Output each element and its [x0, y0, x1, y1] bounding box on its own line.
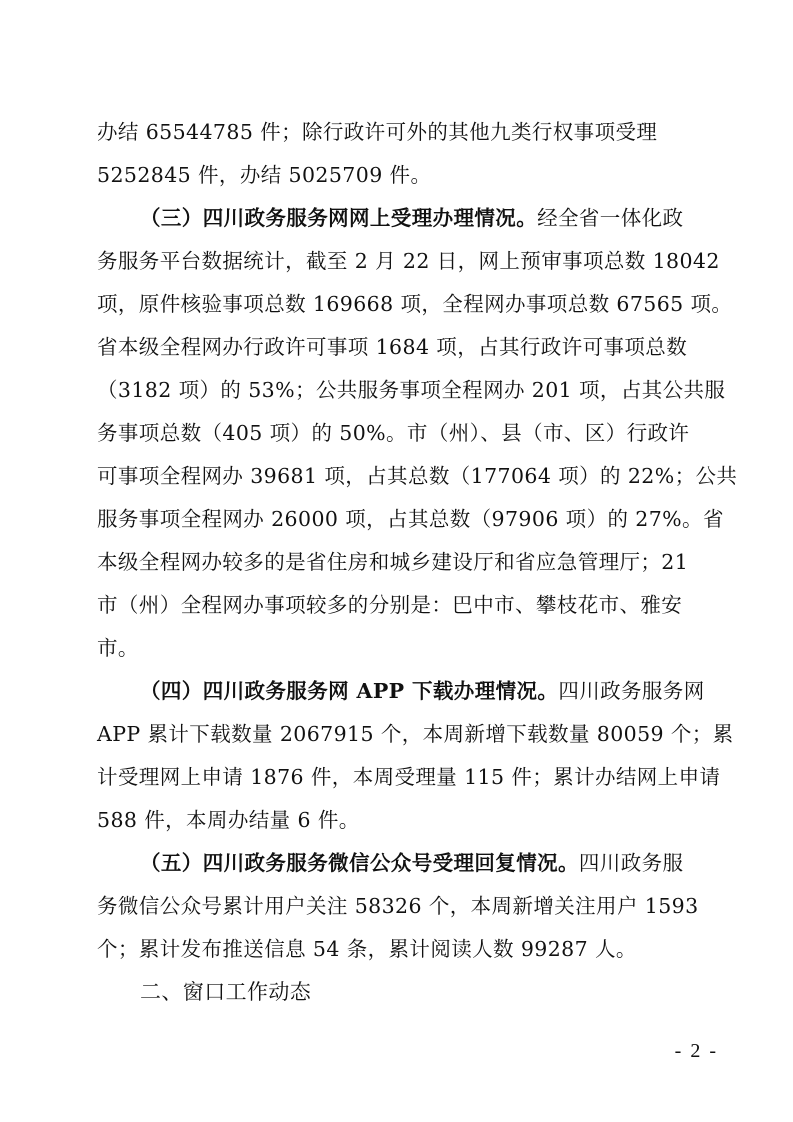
paragraph-line: [140, 849, 683, 877]
section-4-heading: （四）四川政务服务网 APP 下载办理情况。: [140, 679, 559, 703]
paragraph-line: [140, 677, 705, 705]
paragraph-line: 省本级全程网办行政许可事项 1684 项，占其行政许可事项总数: [97, 335, 688, 359]
paragraph-line: 务微信公众号累计用户关注 58326 个，本周新增关注用户 1593: [97, 894, 699, 918]
paragraph-line: APP 累计下载数量 2067915 个，本周新增下载数量 80059 个；累: [97, 722, 734, 746]
paragraph-line: 个；累计发布推送信息 54 条，累计阅读人数 99287 人。: [97, 937, 637, 961]
paragraph-line: （3182 项）的 53%；公共服务事项全程网办 201 项，占其公共服: [97, 378, 726, 402]
paragraph-line: 服务事项全程网办 26000 项，占其总数（97906 项）的 27%。省: [97, 507, 724, 531]
paragraph-line: 项，原件核验事项总数 169668 项，全程网办事项总数 67565 项。: [97, 292, 733, 316]
paragraph-line: 本级全程网办较多的是省住房和城乡建设厅和省应急管理厅；21: [97, 550, 689, 574]
paragraph-line: 市。: [97, 636, 139, 660]
paragraph-line: 市（州）全程网办事项较多的分别是：巴中市、攀枝花市、雅安: [97, 593, 683, 617]
section-5-heading: （五）四川政务服务微信公众号受理回复情况。: [140, 851, 579, 875]
page-number: - 2 -: [674, 1040, 718, 1062]
paragraph-line: 务事项总数（405 项）的 50%。市（州）、县（市、区）行政许: [97, 421, 690, 445]
paragraph-line: 可事项全程网办 39681 项，占其总数（177064 项）的 22%；公共: [97, 464, 738, 488]
paragraph-line: 办结 65544785 件；除行政许可外的其他九类行权事项受理: [97, 120, 658, 144]
paragraph-text: 四川政务服: [578, 851, 684, 875]
section-2-heading: 二、窗口工作动态: [140, 980, 312, 1004]
section-3-heading: （三）四川政务服务网网上受理办理情况。: [140, 206, 538, 230]
paragraph-line: 计受理网上申请 1876 件，本周受理量 115 件；累计办结网上申请: [97, 765, 721, 789]
paragraph-line: 588 件，本周办结量 6 件。: [97, 808, 360, 832]
paragraph-text: 四川政务服务网: [558, 679, 705, 703]
paragraph-line: 5252845 件，办结 5025709 件。: [97, 163, 432, 187]
paragraph-line: [140, 204, 683, 232]
paragraph-line: 务服务平台数据统计，截至 2 月 22 日，网上预审事项总数 18042: [97, 249, 720, 273]
paragraph-text: 经全省一体化政: [537, 206, 684, 230]
